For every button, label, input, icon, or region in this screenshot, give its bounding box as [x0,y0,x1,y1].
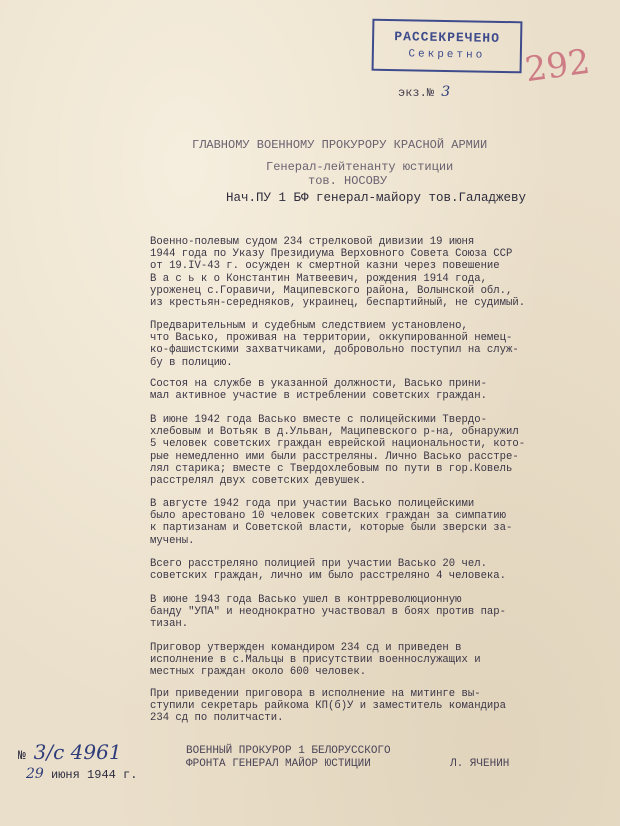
copy-number-value: 3 [441,84,451,100]
text-line: При приведении приговора в исполнение на митинге вы- [150,688,481,700]
text-line: уроженец с.Горавичи, Маципевского района, Волынской обл., [150,284,513,297]
text-line: 1944 года по Указу Президиума Верховного Совета Союза ССР [150,248,513,261]
date-rest: июня 1944 г. [51,768,138,782]
paragraph-9 [150,688,578,725]
text-line: бу в полицию. [150,356,233,369]
text-line: местных граждан около 600 человек. [150,666,367,679]
text-line: мал активное участие в истреблении советских граждан. [150,390,487,403]
signature-block [186,745,391,771]
copy-number-label: экз.№ [398,86,435,100]
text-line: В июне 1943 года Васько ушел в контрреволюционную [150,594,462,606]
paragraph-2 [150,320,578,369]
paragraph-1 [150,236,578,309]
paragraph-7 [150,594,578,631]
copy-number [398,84,450,100]
text-line: тизан. [150,618,189,631]
text-line: В августе 1942 года при участии Васько полицейскими [150,498,475,510]
declassified-stamp [372,19,523,74]
registration-value: 3/с 4961 [33,740,122,764]
signature-name: Л. ЯЧЕНИН [450,758,510,770]
text-line: ступили секретарь райкома КП(б)У и заместитель командира [150,700,507,713]
text-line: от 19.IV-43 г. осужден к смертной казни через повешение [150,260,500,273]
paragraph-5 [150,498,578,547]
text-line: к партизанам и Советской власти, которые были зверски за- [150,522,513,535]
stamp-line-1: РАССЕКРЕЧЕНО [394,29,501,46]
text-line: В а с ь к о Константин Матвеевич, рождения 1914 года, [150,272,487,285]
text-line: Военно-полевым судом 234 стрелковой дивизии 19 июня [150,236,475,248]
text-line: Приговор утвержден командиром 234 сд и приведен в [150,642,462,654]
text-line: Предварительным и судебным следствием установлено, [150,320,468,332]
text-line: что Васько, проживая на территории, оккупированной немец- [150,332,513,345]
paragraph-3 [150,378,578,402]
text-line: расстрелял двух советских девушек. [150,475,367,488]
date-day: 29 [26,766,44,782]
text-line: 5 человек советских граждан еврейской национальности, кото- [150,438,526,451]
signature-line-1: ВОЕННЫЙ ПРОКУРОР 1 БЕЛОРУССКОГО [186,745,391,757]
addressee-line-1: ГЛАВНОМУ ВОЕННОМУ ПРОКУРОРУ КРАСНОЙ АРМИИ [192,138,488,152]
registration-prefix: № [18,748,26,763]
text-line: банду "УПА" и неоднократно участвовал в боях против пар- [150,606,507,619]
paragraph-4 [150,414,578,487]
text-line: лял старика; вместе с Твердохлебовым по пути в гор.Ковель [150,462,513,475]
paragraph-6 [150,558,578,582]
addressee-line-4: Нач.ПУ 1 БФ генерал-майору тов.Галаджеву [226,191,527,205]
handwritten-sheet-number: 292 [522,41,593,91]
document-date [26,766,137,782]
registration-number [18,740,122,764]
text-line: Всего расстреляно полицией при участии Васько 20 чел. [150,558,487,570]
text-line: мучены. [150,534,195,547]
paragraph-8 [150,642,578,679]
text-line: рые немедленно ими были расстреляны. Лично Васько расстре- [150,450,519,463]
text-line: из крестьян-середняков, украинец, беспартийный, не судимый. [150,297,526,310]
text-line: исполнение в с.Мальцы в присутствии военнослужащих и [150,654,481,667]
text-line: советских граждан, лично им было расстреляно 4 человека. [150,570,507,583]
text-line: В июне 1942 года Васько вместе с полицейскими Твердо- [150,414,487,426]
text-line: хлебовым и Вотьяк в д.Ульван, Маципевского р-на, обнаружил [150,426,519,439]
signature-line-2: ФРОНТА ГЕНЕРАЛ МАЙОР ЮСТИЦИИ [186,758,371,770]
addressee-line-3: тов. НОСОВУ [308,174,388,188]
text-line: было арестовано 10 человек советских граждан за симпатию [150,510,507,523]
text-line: Состоя на службе в указанной должности, Васько прини- [150,378,487,390]
text-line: 234 сд по политчасти. [150,712,284,725]
addressee-line-2: Генерал-лейтенанту юстиции [266,160,454,174]
stamp-line-2: Секретно [408,48,486,62]
text-line: ко-фашистскими захватчиками, добровольно поступил на служ- [150,344,519,357]
